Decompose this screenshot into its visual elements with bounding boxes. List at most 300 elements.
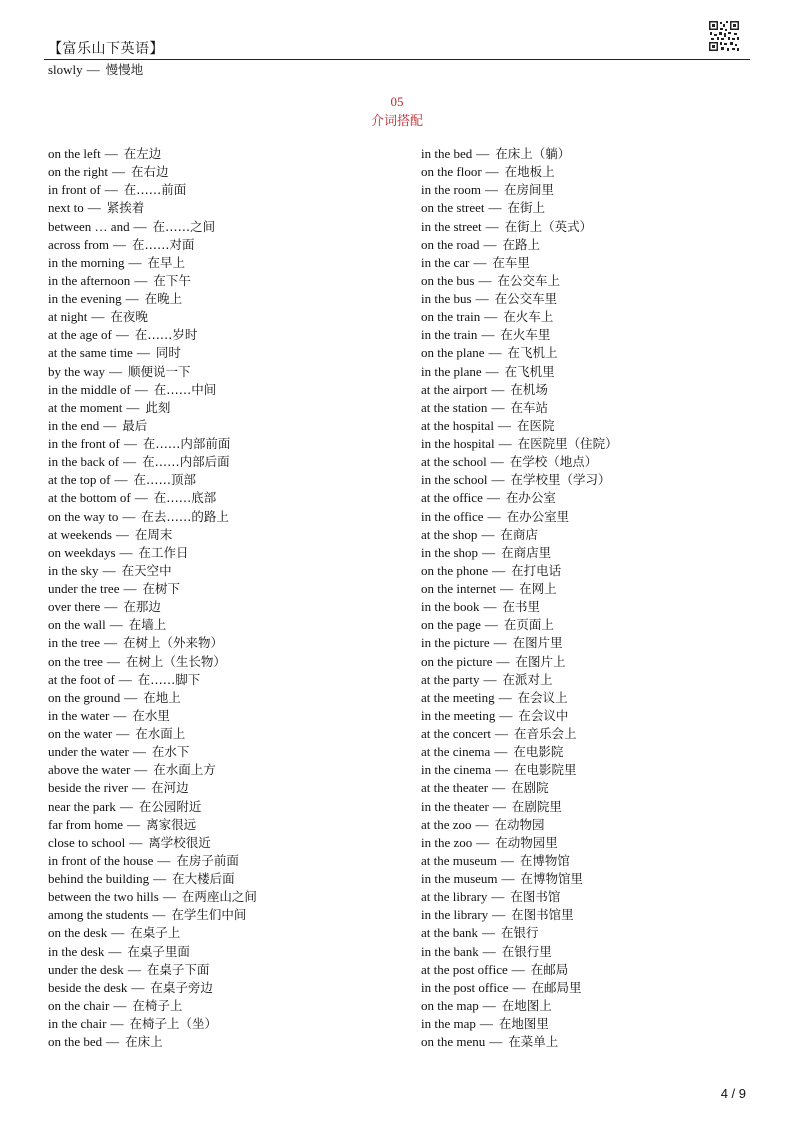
phrase-english: at the library xyxy=(421,889,488,905)
phrase-row xyxy=(48,834,398,852)
phrase-separator: — xyxy=(113,236,127,252)
phrase-separator: — xyxy=(104,599,118,615)
phrase-row xyxy=(48,526,398,544)
phrase-chinese: 在……前面 xyxy=(123,182,187,198)
phrase-chinese: 在街上（英式） xyxy=(504,218,593,234)
phrase-row xyxy=(421,961,751,979)
phrase-chinese: 在机场 xyxy=(510,381,548,397)
phrase-chinese: 在桌子旁边 xyxy=(150,979,213,995)
phrase-english: in the sky xyxy=(48,562,99,578)
phrase-chinese: 在地图里 xyxy=(498,1016,549,1031)
phrase-chinese: 在地上 xyxy=(143,689,181,705)
phrase-english: close to school xyxy=(48,834,126,850)
phrase-english: above the water xyxy=(48,762,131,778)
phrase-english: near the park xyxy=(48,798,116,814)
phrase-english: in the evening xyxy=(48,291,122,306)
phrase-english: on the plane xyxy=(421,345,485,361)
phrase-english: in the bank xyxy=(421,943,479,959)
section-title: 介词搭配 xyxy=(370,113,423,128)
phrase-english: in the zoo xyxy=(421,834,473,850)
phrase-chinese: 在水下 xyxy=(151,744,190,760)
phrase-separator: — xyxy=(511,961,525,977)
phrase-separator: — xyxy=(134,272,148,288)
phrase-row xyxy=(421,834,751,852)
phrase-separator: — xyxy=(491,399,505,415)
phrase-separator: — xyxy=(496,653,510,669)
phrase-english: on the tree xyxy=(48,653,103,669)
phrase-separator: — xyxy=(491,472,505,488)
phrase-row xyxy=(48,1015,398,1033)
phrase-row xyxy=(421,743,751,761)
phrase-chinese: 在办公室 xyxy=(505,490,556,506)
phrase-english: in the shop xyxy=(421,544,479,560)
phrase-separator: — xyxy=(157,852,171,868)
phrase-row xyxy=(48,725,398,743)
phrase-chinese: 在……岁时 xyxy=(134,327,198,343)
phrase-separator: — xyxy=(103,417,117,433)
phrase-row xyxy=(48,943,398,961)
phrase-row xyxy=(48,580,398,598)
phrase-english: in the picture xyxy=(421,635,490,651)
phrase-english: in the theater xyxy=(421,798,489,814)
phrase-row xyxy=(48,816,398,834)
phrase-chinese: 在网上 xyxy=(519,581,557,596)
phrase-english: at the bottom of xyxy=(48,490,131,506)
phrase-row xyxy=(421,562,751,580)
phrase-separator: — xyxy=(122,508,136,524)
intro-chinese: 慢慢地 xyxy=(105,62,144,77)
phrase-row xyxy=(48,272,398,290)
phrase-separator: — xyxy=(490,454,504,470)
phrase-english: in the bed xyxy=(421,146,473,161)
phrase-chinese: 在地图上 xyxy=(501,997,552,1013)
phrase-row xyxy=(421,399,751,417)
phrase-chinese: 在动物园 xyxy=(494,816,545,832)
phrase-chinese: 在公交车里 xyxy=(494,291,558,306)
phrase-separator: — xyxy=(498,689,512,705)
phrase-row xyxy=(421,453,751,471)
phrase-chinese: 在邮局里 xyxy=(531,979,582,995)
phrase-row xyxy=(48,199,398,217)
phrase-chinese: 在学生们中间 xyxy=(171,907,247,923)
phrase-chinese: 在公园附近 xyxy=(138,798,202,814)
phrase-english: on the road xyxy=(421,236,480,252)
phrase-chinese: 在椅子上 xyxy=(132,997,183,1013)
phrase-chinese: 在街上 xyxy=(507,200,546,216)
phrase-row xyxy=(48,671,398,689)
phrase-english: on the phone xyxy=(421,562,489,578)
phrase-chinese: 在商店 xyxy=(500,526,538,542)
phrase-english: in the train xyxy=(421,327,478,343)
phrase-chinese: 在……内部前面 xyxy=(142,436,231,451)
phrase-english: on the bed xyxy=(48,1034,103,1050)
phrase-separator: — xyxy=(499,707,513,723)
phrase-row xyxy=(48,363,398,381)
phrase-separator: — xyxy=(126,399,140,415)
phrase-english: on the menu xyxy=(421,1034,486,1050)
phrase-separator: — xyxy=(489,1034,503,1050)
phrase-english: in the cinema xyxy=(421,762,492,778)
page-header-title: 【富乐山下英语】 xyxy=(48,42,164,57)
phrase-row xyxy=(48,562,398,580)
phrase-row xyxy=(421,906,751,924)
phrase-row xyxy=(48,381,398,399)
phrase-row xyxy=(48,453,398,471)
phrase-separator: — xyxy=(111,164,125,180)
phrase-row xyxy=(421,344,751,362)
phrase-chinese: 在会议上 xyxy=(517,689,568,705)
phrase-chinese: 在早上 xyxy=(147,254,186,270)
phrase-english: on the right xyxy=(48,164,108,180)
phrase-chinese: 在电影院 xyxy=(513,744,564,760)
phrase-chinese: 在工作日 xyxy=(138,544,189,560)
phrase-chinese: 在那边 xyxy=(123,599,161,615)
phrase-english: at the hospital xyxy=(421,417,494,433)
phrase-chinese: 在房间里 xyxy=(503,182,554,198)
phrase-chinese: 最后 xyxy=(122,417,148,433)
phrase-english: at the party xyxy=(421,671,480,687)
phrase-row xyxy=(48,888,398,906)
phrase-chinese: 离学校很近 xyxy=(148,834,211,850)
phrase-english: far from home xyxy=(48,816,124,832)
phrase-chinese: 在去……的路上 xyxy=(141,508,229,524)
phrase-separator: — xyxy=(492,562,506,578)
phrase-separator: — xyxy=(109,363,123,379)
phrase-chinese: 在左边 xyxy=(123,146,162,161)
phrase-chinese: 在电影院里 xyxy=(514,762,577,778)
phrase-english: beside the river xyxy=(48,780,129,796)
phrase-english: on the left xyxy=(48,146,101,161)
phrase-separator: — xyxy=(475,291,489,306)
phrase-separator: — xyxy=(475,816,489,832)
phrase-separator: — xyxy=(152,907,166,923)
phrase-english: on the water xyxy=(48,726,113,741)
phrase-chinese: 在水里 xyxy=(132,707,170,723)
phrase-separator: — xyxy=(483,599,497,615)
phrase-separator: — xyxy=(485,363,499,379)
phrase-chinese: 在墙上 xyxy=(128,617,167,633)
phrase-separator: — xyxy=(102,562,116,578)
phrase-chinese: 在剧院里 xyxy=(511,798,562,814)
phrase-row xyxy=(48,471,398,489)
phrase-english: in the museum xyxy=(421,871,498,886)
phrase-english: at the station xyxy=(421,399,488,415)
phrase-chinese: 在桌子下面 xyxy=(146,961,210,977)
phrase-row xyxy=(421,236,751,254)
phrase-english: at the moment xyxy=(48,399,123,415)
phrase-row xyxy=(48,326,398,344)
phrase-row xyxy=(421,653,751,671)
phrase-row xyxy=(421,526,751,544)
phrase-chinese: 在医院里（住院） xyxy=(517,436,618,451)
phrase-chinese: 在……对面 xyxy=(132,236,195,252)
phrase-separator: — xyxy=(128,254,142,270)
phrase-english: on the ground xyxy=(48,689,121,705)
phrase-separator: — xyxy=(129,834,143,850)
phrase-separator: — xyxy=(484,617,498,633)
phrase-chinese: 在地板上 xyxy=(504,164,555,180)
phrase-separator: — xyxy=(123,454,137,470)
phrase-row xyxy=(421,163,751,181)
phrase-english: on the floor xyxy=(421,164,482,180)
phrase-english: in the chair xyxy=(48,1016,107,1031)
phrase-english: at the age of xyxy=(48,327,112,343)
phrase-english: on the picture xyxy=(421,653,493,669)
phrase-english: in the morning xyxy=(48,254,125,270)
phrase-row xyxy=(421,272,751,290)
phrase-chinese: 在床上（躺） xyxy=(495,146,571,161)
phrase-separator: — xyxy=(491,889,505,905)
phrase-row xyxy=(48,544,398,562)
phrase-chinese: 离家很远 xyxy=(146,816,197,832)
phrase-separator: — xyxy=(495,726,509,741)
phrase-separator: — xyxy=(103,635,117,651)
phrase-english: on the bus xyxy=(421,272,475,288)
phrase-english: on the street xyxy=(421,200,485,216)
phrase-chinese: 在……内部后面 xyxy=(142,454,230,470)
phrase-separator: — xyxy=(491,381,505,397)
phrase-chinese: 顺便说一下 xyxy=(128,363,191,379)
phrase-chinese: 在周末 xyxy=(134,526,173,542)
phrase-english: beside the desk xyxy=(48,979,128,995)
phrase-separator: — xyxy=(106,1034,120,1050)
phrase-chinese: 在水面上方 xyxy=(153,762,216,778)
phrase-row xyxy=(421,924,751,942)
phrase-chinese: 在晚上 xyxy=(144,291,183,306)
phrase-english: in the library xyxy=(421,907,489,923)
phrase-english: in the map xyxy=(421,1016,476,1031)
phrase-separator: — xyxy=(153,871,167,886)
phrase-separator: — xyxy=(124,689,138,705)
phrase-separator: — xyxy=(483,671,497,687)
phrase-row xyxy=(48,616,398,634)
phrase-row xyxy=(421,580,751,598)
phrase-english: at the bank xyxy=(421,925,479,941)
phrase-row xyxy=(421,381,751,399)
phrase-row xyxy=(48,906,398,924)
phrase-english: at the post office xyxy=(421,961,508,977)
phrase-chinese: 在页面上 xyxy=(503,617,554,633)
phrase-separator: — xyxy=(162,889,176,905)
phrase-row xyxy=(421,326,751,344)
phrase-english: on the train xyxy=(421,309,481,325)
phrase-chinese: 在……中间 xyxy=(153,381,217,397)
phrase-english: at the zoo xyxy=(421,816,472,832)
phrase-chinese: 在天空中 xyxy=(121,562,172,578)
phrase-row xyxy=(421,707,751,725)
phrase-english: at the museum xyxy=(421,852,497,868)
phrase-row xyxy=(421,798,751,816)
phrase-chinese: 在图书馆里 xyxy=(511,907,574,923)
phrase-row xyxy=(421,598,751,616)
phrase-chinese: 在房子前面 xyxy=(176,852,239,868)
phrase-separator: — xyxy=(115,327,129,343)
phrase-separator: — xyxy=(134,762,148,778)
phrase-row xyxy=(48,870,398,888)
qr-code-icon xyxy=(708,20,740,52)
phrase-separator: — xyxy=(113,707,127,723)
phrase-chinese: 在菜单上 xyxy=(508,1034,559,1050)
phrase-english: in the book xyxy=(421,599,480,615)
phrase-chinese: 在……之间 xyxy=(152,218,216,234)
phrase-english: in the bus xyxy=(421,291,472,306)
phrase-english: in the office xyxy=(421,508,484,524)
phrase-separator: — xyxy=(481,327,495,343)
phrase-english: in the plane xyxy=(421,363,482,379)
phrase-row xyxy=(48,707,398,725)
phrase-chinese: 在河边 xyxy=(151,780,189,796)
phrase-chinese: 在银行 xyxy=(501,925,539,941)
phrase-row xyxy=(421,417,751,435)
phrase-english: in the front of xyxy=(48,436,120,451)
phrase-chinese: 在医院 xyxy=(516,417,555,433)
phrase-english: at the school xyxy=(421,454,487,470)
phrase-separator: — xyxy=(111,925,125,941)
phrase-row xyxy=(48,163,398,181)
phrase-row xyxy=(48,689,398,707)
phrase-row xyxy=(421,145,751,163)
phrase-separator: — xyxy=(501,871,515,886)
right-phrase-column xyxy=(421,145,751,1051)
phrase-separator: — xyxy=(127,961,141,977)
phrase-row xyxy=(48,979,398,997)
phrase-row xyxy=(48,290,398,308)
phrase-separator: — xyxy=(483,236,497,252)
phrase-chinese: 在夜晚 xyxy=(110,309,148,325)
phrase-english: at the top of xyxy=(48,472,111,488)
phrase-separator: — xyxy=(482,997,496,1013)
phrase-separator: — xyxy=(113,997,127,1013)
phrase-row xyxy=(48,997,398,1015)
phrase-row xyxy=(421,888,751,906)
phrase-row xyxy=(421,997,751,1015)
phrase-row xyxy=(421,689,751,707)
phrase-chinese: 在银行里 xyxy=(501,943,552,959)
phrase-chinese: 同时 xyxy=(155,345,181,361)
phrase-row xyxy=(48,236,398,254)
phrase-row xyxy=(421,199,751,217)
section-number: 05 xyxy=(390,94,404,109)
page-number: 4 / 9 xyxy=(720,1086,746,1101)
phrase-english: in the room xyxy=(421,182,481,198)
phrase-separator: — xyxy=(131,979,145,995)
header-divider xyxy=(44,59,750,60)
phrase-row xyxy=(421,435,751,453)
phrase-english: at night xyxy=(48,309,88,325)
phrase-english: in the school xyxy=(421,472,488,488)
phrase-row xyxy=(421,489,751,507)
phrase-chinese: 在桌子上 xyxy=(130,925,181,941)
phrase-separator: — xyxy=(486,490,500,506)
phrase-separator: — xyxy=(498,436,512,451)
phrase-row xyxy=(48,779,398,797)
phrase-chinese: 在大楼后面 xyxy=(172,871,235,886)
phrase-row xyxy=(421,870,751,888)
phrase-english: among the students xyxy=(48,907,149,923)
phrase-separator: — xyxy=(485,164,499,180)
phrase-english: in the post office xyxy=(421,979,509,995)
phrase-row xyxy=(48,399,398,417)
phrase-english: at the airport xyxy=(421,381,488,397)
phrase-chinese: 在树上（生长物） xyxy=(125,653,226,669)
phrase-separator: — xyxy=(488,345,502,361)
phrase-row xyxy=(48,798,398,816)
phrase-english: on the chair xyxy=(48,997,110,1013)
phrase-english: on the internet xyxy=(421,581,497,596)
phrase-chinese: 在公交车上 xyxy=(497,272,560,288)
phrase-chinese: 在博物馆 xyxy=(519,852,570,868)
phrase-separator: — xyxy=(104,146,118,161)
phrase-row xyxy=(48,417,398,435)
phrase-english: under the desk xyxy=(48,961,124,977)
phrase-english: on the way to xyxy=(48,508,119,524)
phrase-separator: — xyxy=(487,508,501,524)
phrase-english: in the hospital xyxy=(421,436,495,451)
phrase-english: under the tree xyxy=(48,581,120,596)
phrase-separator: — xyxy=(115,526,129,542)
intro-english: slowly xyxy=(48,62,83,77)
phrase-english: at the concert xyxy=(421,726,492,741)
phrase-separator: — xyxy=(512,979,526,995)
phrase-row xyxy=(421,943,751,961)
phrase-separator: — xyxy=(110,1016,124,1031)
phrase-row xyxy=(421,725,751,743)
phrase-chinese: 在博物馆里 xyxy=(520,871,584,886)
phrase-row xyxy=(421,634,751,652)
intro-line xyxy=(48,60,143,78)
phrase-english: in the water xyxy=(48,707,110,723)
phrase-row xyxy=(421,544,751,562)
phrase-english: in the back of xyxy=(48,454,120,470)
phrase-chinese: 在路上 xyxy=(502,236,540,252)
phrase-row xyxy=(48,489,398,507)
phrase-row xyxy=(421,816,751,834)
phrase-english: in the desk xyxy=(48,943,105,959)
phrase-chinese: 在两座山之间 xyxy=(181,889,257,905)
intro-separator: — xyxy=(86,62,100,77)
phrase-separator: — xyxy=(492,798,506,814)
phrase-separator: — xyxy=(87,200,101,216)
phrase-row xyxy=(48,761,398,779)
phrase-english: in the middle of xyxy=(48,381,131,397)
phrase-english: in front of the house xyxy=(48,852,154,868)
phrase-chinese: 在学校里（学习） xyxy=(510,472,611,488)
phrase-separator: — xyxy=(127,816,141,832)
phrase-english: at the meeting xyxy=(421,689,495,705)
phrase-english: at the cinema xyxy=(421,744,491,760)
phrase-row xyxy=(48,634,398,652)
phrase-chinese: 在商店里 xyxy=(501,544,552,560)
phrase-english: in the afternoon xyxy=(48,272,131,288)
phrase-separator: — xyxy=(488,200,502,216)
phrase-separator: — xyxy=(108,943,122,959)
phrase-separator: — xyxy=(134,381,148,397)
phrase-separator: — xyxy=(132,780,146,796)
phrase-chinese: 在办公室里 xyxy=(506,508,570,524)
phrase-row xyxy=(48,924,398,942)
phrase-chinese: 在树上（外来物） xyxy=(122,635,223,651)
phrase-separator: — xyxy=(116,726,130,741)
phrase-row xyxy=(48,435,398,453)
phrase-english: at weekends xyxy=(48,526,112,542)
phrase-separator: — xyxy=(500,581,514,596)
phrase-chinese: 在邮局 xyxy=(530,961,569,977)
phrase-english: behind the building xyxy=(48,871,150,886)
phrase-row xyxy=(48,181,398,199)
phrase-chinese: 在……脚下 xyxy=(137,671,201,687)
phrase-row xyxy=(421,308,751,326)
phrase-row xyxy=(48,254,398,272)
